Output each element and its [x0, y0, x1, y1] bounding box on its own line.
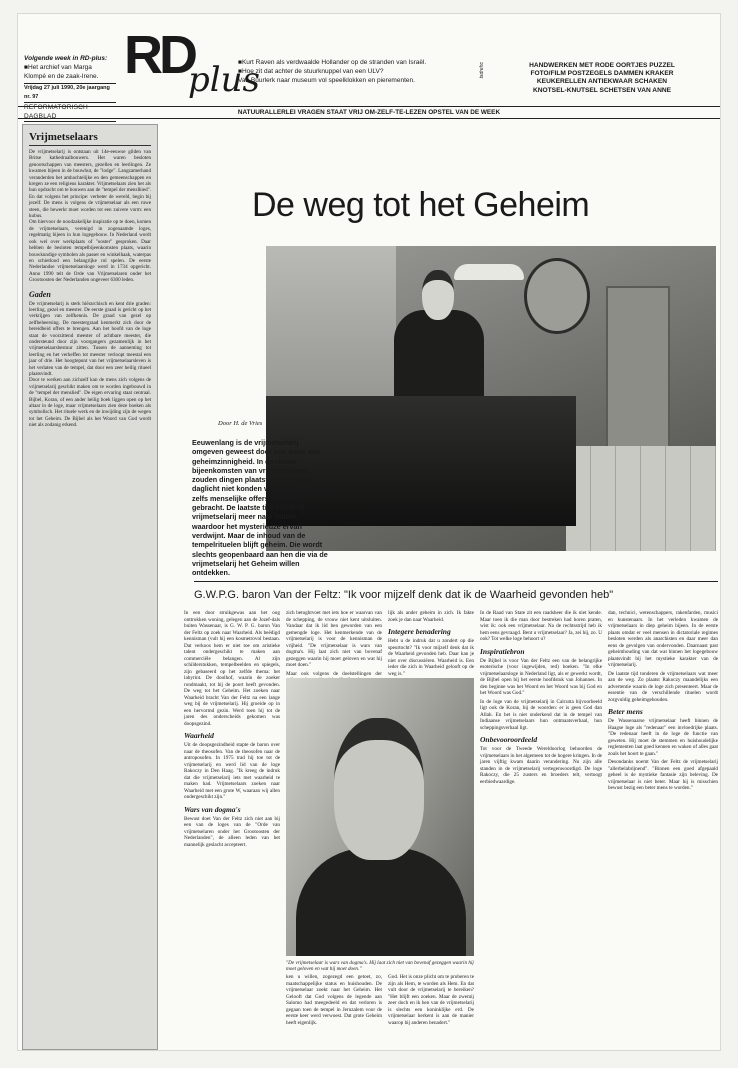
logo-rd: RD — [124, 25, 194, 85]
photo2-face — [334, 718, 424, 860]
sidebar-paragraph: De vrijmetselarij is sterk hiërarchisch en kent drie graden: leerling, gezel en meester. De eerste graad is gericht op het verkrijgen van zelfkennis. De graad van gezel op zelfbeheersing. De meestergraad kenmerkt zich door de bereidheid offers te brengen. Aan het hoofd van de loge staat de voorzittend meester of achtbare meester, die ondersteund door zijn voorgangers gezamenlijk in het vrijmetselaarsbestuur zitten. Tussen de aanneming tot leerling en het verheffen tot meester verloopt meestal een jaar of drie. Het hoogtepunt van het vrijmetselaarsleven is het verlaten van de tempel, dat door een zeer heilig ritueel plaatsvindt. — [29, 300, 151, 377]
photo-floor — [566, 446, 716, 551]
article-column-2-bottom — [286, 974, 382, 1040]
teaser-item: ■ Kurt Raven als verdwaalde Hollander op de stranden van Israël. — [238, 58, 468, 67]
teaser-item: ■ Hoe zit dat achter de stuurknuppel van een ULV? — [238, 67, 468, 76]
section-heading: Beter mens — [608, 707, 643, 716]
section-heading: Integere benadering — [388, 627, 451, 636]
next-week-item: Klompé en de zaak-Irene. — [24, 73, 99, 80]
article-column-3 — [388, 610, 474, 677]
article-paragraph: Tot voor de Tweede Wereldoorlog behoorden de vrijmetselaars in het algemeen tot de hogere kringen. In de jaren vijftig kwam daarin verandering. Nu zijn alle standen in de vrijmetselarij vertegenwoordigd. De loge Rakoczy, die 25 zusters en broeders telt, vertoogt eerbiedwaardige. — [480, 746, 602, 785]
photo-person-torso — [394, 310, 484, 400]
article-column-1 — [184, 610, 280, 1040]
headline: De weg tot het Geheim — [252, 186, 590, 224]
article-paragraph: In de Raad van State zit een raadsheer die ik niet kende. Maar toen ik die man door bestreken had horen praten, wist ik: ook een vrijmetselaar. Na de rechtsstrijd heb ik hem eens gevraagd. Bent u vrijmetselaar? Ja, zei hij, zo. U ook? Tot welke loge behoort u? — [480, 610, 602, 642]
article-paragraph: lijk als ander geheim in zich. Ik fakte zoek je dan naar Waarheid. — [388, 610, 474, 623]
section-heading: Waarheid — [184, 731, 214, 740]
sidebar-subheading: Gaden — [29, 289, 51, 299]
article-paragraph: Uit de doopsgezindheid stapte de baron over naar de theosofen. Van de theosofen naar de antroposofen. In 1975 trad hij toe tot de vrijmetselarij en werd lid van de loge Rakoczy in Den Haag. "Ik kreeg de indruk dat die vrijmetselarij iets met waarheid te maken had. Vrijmetselaars zoeken naar Waarheid met een grote W, waaraan wij allen ondergeschikt zijn." — [184, 742, 280, 800]
newspaper-page — [18, 14, 720, 1050]
article-column-2 — [286, 610, 382, 677]
article-paragraph: Maar ook volgens de doelstellingen der — [286, 670, 382, 677]
rubrics-label: tsdrehc — [479, 62, 485, 79]
article-paragraph: De Wassenaarse vrijmetselaar heeft binnen de Haagse loge als "redenaar" een invloedrijke plaats. "De redenaar heeft in de loge de functie van geweten. Hij moet de stemmen en huishoudelijke reglementen laat goed kennen en waken of alles gaat zoals het hoort te gaan." — [608, 718, 718, 757]
section-heading: Onbevooroordeeld — [480, 735, 538, 744]
rubric-line: HANDWERKEN MET RODE OORTJES PUZZEL — [529, 62, 675, 69]
article-column-3-bottom — [388, 974, 474, 1040]
article-paragraph: dan, technici, wetenschappers, rakenfarden, musici en kunstenaars. In het verleden kwamen de vrijmetselaars in diep geheim bijeen. In de eerste plaats omdat er veel mensen in dictatoriale regimes besloten werden als anarchisten en daar meer dan eens de gevolgen van ondervonden. Daarnaast past geheimhouding van dat wat binnen het logegebouw plaatsvindt bij het mystieke karakter van de vrijmetselarij. — [608, 610, 718, 668]
article-paragraph: De laatste tijd tonderen de vrijmetselaars wat meer aan de weg. Zo plaatst Rakoczy maandelijks een advertentie waarin de loge zich presenteert. Maar de essentie van de verschillende rituelen wordt zorgvuldig geheimgehouden. — [608, 670, 718, 703]
portrait-photo-closeup — [286, 678, 474, 956]
sidebar-paragraph: Door te werken aan zichzelf kan de mens zich volgens de vrijmetselarij geschikt maken om te worden ingebouwd in de "tempel der menslied". De eigen ervaring staat centraal. Bijbel, Koran, of een ander heilig boek liggen open op het altaar in de loge, maar vrijmetselaars zien deze boeken als symbolisch. Het rituele werk en de inwijding zijn de wegen tot het Geheim. De Bijbel als het Woord van God wordt niet als zodanig erkend. — [29, 377, 151, 429]
section-heading: Inspiratiebron — [480, 646, 525, 656]
next-week-label: Volgende week in RD-plus: — [24, 55, 108, 62]
photo-person — [394, 270, 484, 400]
masthead-rubrics — [479, 62, 716, 95]
section-heading: Wars van dogma's — [184, 804, 241, 814]
sidebar-paragraph: De vrijmetselarij is ontstaan uit 14e-eeuwse gilden van Britse kathedraalbouwers. Het waren besloten genootschappen van meesters, gezellen en leerlingen. Ze kwamen bijeen in de bouwhut, de "lodge". Langzamerhand veranderden het ambachtelijke en den gemeenschappen en kregen ze een religieus karakter. Vrijmetselaars zien het als hun opdracht om te bouwen aan de "tempel der menslhied". En dat volgens het principe: verbeter de wereld, begin bij jezelf. De mens is volgens de vrijmetselaar als een ruwe steen, die bewerkt moet worden tot een zuivere vorm: een kubus. — [29, 149, 151, 220]
sidebar-box — [22, 124, 158, 1050]
article-paragraph: In een door struikgewas aan het oog onttrokken woning, gelegen aan de Jozef-dals buiten Wassenaar, is G. W. P. G. baron Van der Feltz op zoek naar Waarheid. Als beëdigd kennisman (vult hij een kosmetrovol bestaan. Dat verkoos hem er niet toe om aristieke talent ondergeschikt te maken aan commerciële belangen. Al zijn schilderstukken, tempelbeelden en spiegels, zijn gebaseerd op het zelfde thema: het labyrint. De doolhof, waarin de zoeker rondmaakt, tot hij de poort heeft gevonden. De weg tot het Geheim. Het zoeken naar Waarheid bracht Van der Feltz na een lange weg bij de vrijmetselarij. Hij groeide op in een hervormd gezin. Werd toen hij tot de jaren des onderscheids gekomen was doopsgezind. — [184, 610, 280, 727]
rubric-line: KNOTSEL-KNUTSEL SCHETSEN VAN ANNE — [533, 86, 671, 94]
photo-mirror — [524, 258, 590, 334]
masthead-teasers — [238, 58, 468, 85]
masthead — [18, 14, 720, 120]
intro-paragraph: Eeuwenlang is de vrijmetselarij omgeven geweest door een waas van geheimzinnigheid. In de rituele bijeenkomsten van vrijmetselaars zouden dingen plaatsvinden die het daglicht niet konden verdragen. Er zou zelfs menselijke offers worden gebracht. De laatste tijd treedt de vrijmetselarij meer naar buiten, waardoor het mysterieuze ervan verdwijnt. Maar de inhoud van de tempelrituelen blijft geheim. Die wordt slechts geopenbaard aan hen die via de vrijmetselarij het Geheim willen ontdekken. — [192, 438, 328, 578]
article-paragraph: Hebt u de indruk dat u zondert op die speurtocht? "Ik voor mijzelf denk dat ik de Waarheid gevonden heb. Daar kan je niet over discussiëren. Waarheid is. Een ieder die zich in Waarheid gelooft op de weg is." — [388, 638, 474, 677]
photo2-shoulder — [296, 848, 466, 956]
sidebar-title: Vrijmetselaars — [29, 131, 151, 146]
paper-name: REFORMATORISCH DAGBLAD — [24, 102, 116, 122]
sidebar-paragraph: Om hiervoor de noodzakelijke inspiratie op te doen, komen de vrijmetselaars, verenigd in zogenaamde loges, regelmatig bijeen in hun logegebouw. In Nederland wordt ook wel over werkplaats of "ooster" gesproken. Daar hebben de besloten tempelbijeenkomsten plaats, waarin bouwkundige symbolen als passer en winkelhaak, waterpas en schietlood een belangrijke rol spelen. De eerste Nederlandse vrijmetselaarsloge werd in 1734 opgericht. Anno 1990 telt de Orde van Vrijmetselaren onder het Grootoosten der Nederlanden ongeveer 6300 leden. — [29, 219, 151, 284]
portrait-photo-interior — [266, 246, 716, 551]
article-column-5 — [608, 610, 718, 1040]
teaser-item: Van Buurlerk naar museum vol speelklokken en pierementen. — [238, 77, 415, 84]
article-paragraph: De Bijbel is voor Van der Feltz een van de belangrijke esoterische (voor ingewijden, red) boeken. "In elke vrijmetselaarsloge in Nederland ligt, als er gewerkt wordt, de Bijbel open bij het eerste hoofdstuk van Johannes. In den beginne was het Woord en het Woord was bij God en het Woord was God." — [480, 657, 602, 696]
article-paragraph: Desondanks noemt Van der Feltz de vrijmetselarij "allerbelabrijnend". "Binnen een goed afgepaald geheel is de mystieke fantasie zijn beleving. De vrijmetselaar is niet beter. Maar hij is misschien bewust bezig een beter mens te worden." — [608, 759, 718, 791]
rd-plus-logo — [124, 25, 260, 106]
subheadline: G.W.P.G. baron Van der Feltz: "Ik voor mijzelf denk dat ik de Waarheid gevonden heb" — [194, 581, 718, 602]
article-paragraph: ken u willen, zogezegd een getoet, zo, maatschappelijke status en huishouden. De vrijmetselaar zoekt naar het Geheim. Het Gelooft dat God volgens de legende aan Salomo had meegedeeld en dat verloren is gegaan toen de tempel in Jeruzalem voor de eerste keer werd verwoest. Dat grote Geheim heeft eigenlijk. — [286, 974, 382, 1026]
article-paragraph: zich betoghtvoet met iets hoe er waarvan van de schepping, de vrouw niet kent uitsluiten. Vandaar dat ik lid ben geworden van een gemengde loge. Het kenmerkende van de vrijmetselarij is voor de kennisman de vrijheid. "De vrijmetselaar is wars van dogma's. Hij laat zich niet van bovenaf gezeggen waarin hij moet geloven en wat hij moet doen." — [286, 610, 382, 668]
rubric-line: FOTO/FILM POSTZEGELS DAMMEN KRAKER — [530, 70, 674, 78]
photo-person-head — [422, 270, 454, 320]
article-paragraph: God. Het is onze plicht om te proberen te zijn als Hem, te worden als Hem. En dat vult door de vrijmetselarij te bereiken? "Het blijft een zoeken. Maar de zwemij zeer doch en ik hen van de vrijmetselarij is slechts een koninklijke erd. De vrijmetselaar herkent is aan de manier waarop hij anderen benadert." — [388, 974, 474, 1026]
photo-caption: "De vrijmetselaar is wars van dogma's. Hij laat zich niet van bovenaf gezeggen waarin hij moet geloven en wat hij moet doen." — [286, 960, 474, 973]
next-week-item: ■ Het archief van Marga — [24, 63, 116, 72]
article-column-4 — [480, 610, 602, 1040]
byline: Door H. de Vries — [218, 420, 263, 427]
article-paragraph: Bewust doet Van der Feltz zich niet aan bij een van de loges van de "Orde van vrijmetselaren onder het Grootoosten der Nederlanden", de alleen leden van het mannelijk geslacht accepteert. — [184, 815, 280, 848]
article-paragraph: In de loge van de vrijmetselarij in Calcutta bijvoorbeeld ligt ook de Koran, bij de woorden: er is geen God dan Allah. En het is niet onderkend dat in de tempel van Indiaanse vrijmetselaars hun ontmaatsverhaal, hun scheppingsverhaal ligt. — [480, 698, 602, 731]
rubric-strip: NATUURALLERLEI VRAGEN STAAT VRIJ OM-ZELF-TE-LEZEN OPSTEL VAN DE WEEK — [18, 106, 720, 119]
rubric-line: KEUKERELLEN ANTIEKWAAR SCHAKEN — [536, 78, 668, 86]
issue-date: Vrijdag 27 juli 1990, 20e jaargang nr. 97 — [24, 83, 116, 102]
logo-plus: plus — [188, 60, 260, 100]
